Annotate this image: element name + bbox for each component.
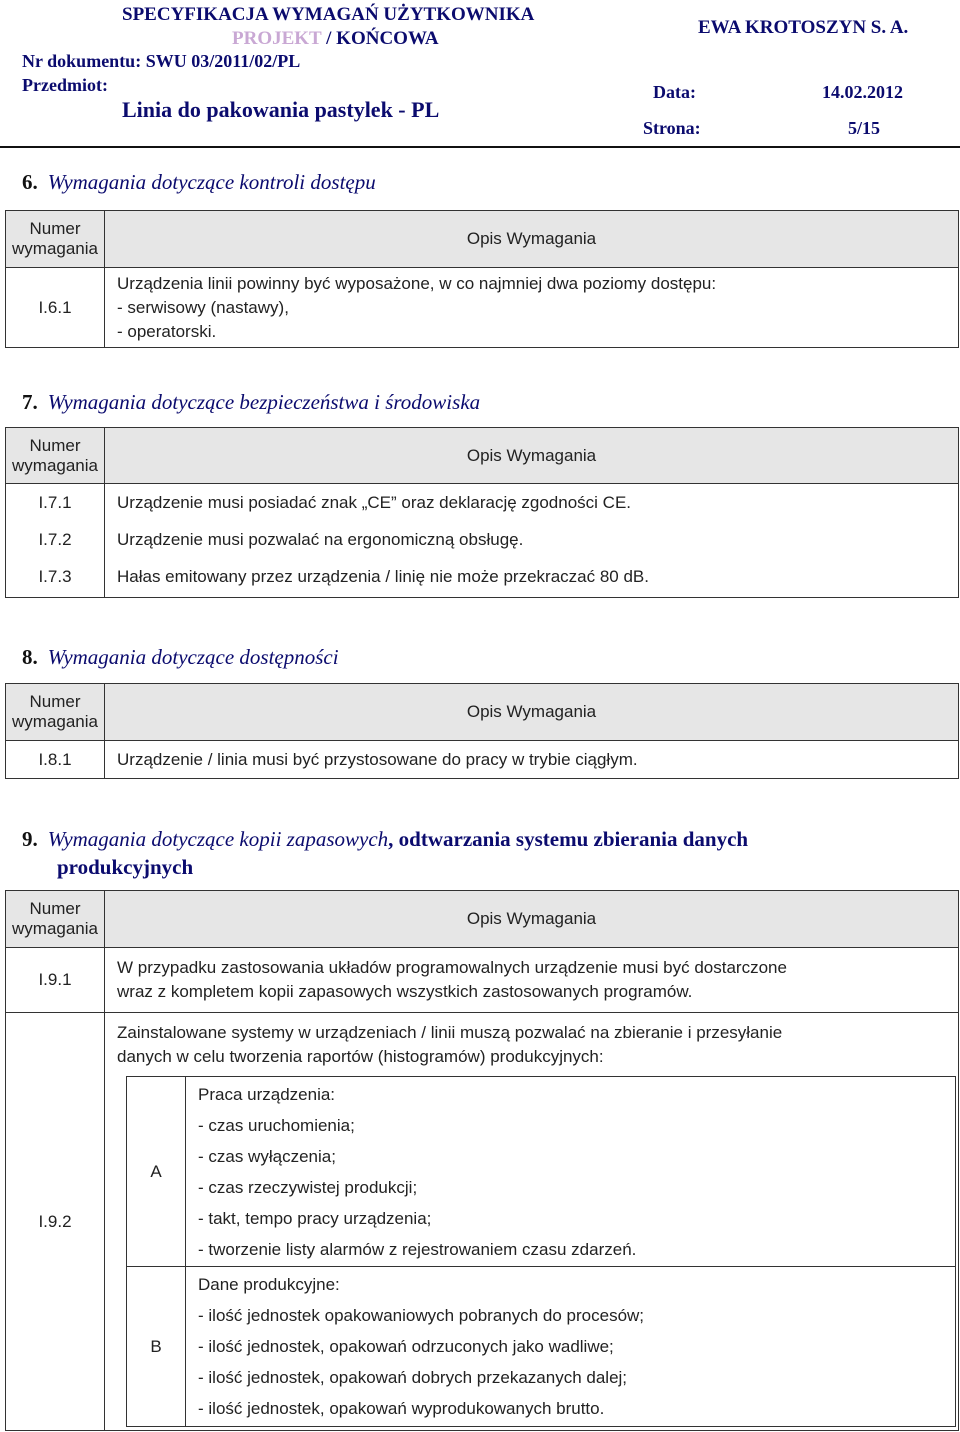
section-title-bold: , odtwarzania systemu zbierania danych <box>388 827 749 851</box>
table-row <box>6 558 959 598</box>
sub-line: - ilość jednostek opakowaniowych pobranych do procesów; <box>198 1306 645 1325</box>
section-9-heading <box>22 825 748 881</box>
description-line: Zainstalowane systemy w urządzeniach / linii muszą pozwalać na zbieranie i przesyłanie <box>117 1023 783 1042</box>
header-description-cell: Opis Wymagania <box>105 891 959 948</box>
date-value: 14.02.2012 <box>822 82 903 102</box>
header-number-cell <box>6 428 105 484</box>
requirement-id: I.9.2 <box>6 1013 105 1431</box>
requirement-id: I.7.2 <box>6 522 105 558</box>
section-6-heading <box>22 170 376 195</box>
section-number: 7. <box>22 390 38 414</box>
requirement-description <box>105 268 959 348</box>
header-divider <box>0 146 960 148</box>
sub-line: Dane produkcyjne: <box>198 1275 340 1294</box>
requirements-table-8 <box>5 683 959 779</box>
sub-letter: B <box>127 1267 186 1427</box>
spec-title: SPECYFIKACJA WYMAGAŃ UŻYTKOWNIKA <box>122 4 535 25</box>
header-number-line2: wymagania <box>12 239 98 258</box>
header-description-cell: Opis Wymagania <box>105 211 959 268</box>
header-number-line1: Numer <box>29 219 81 238</box>
page-label: Strona: <box>643 118 701 138</box>
section-8-heading <box>22 645 339 670</box>
description-line: - serwisowy (nastawy), <box>117 297 289 317</box>
sub-line: - tworzenie listy alarmów z rejestrowaniem czasu zdarzeń. <box>198 1239 637 1259</box>
section-number: 8. <box>22 645 38 669</box>
sub-letter: A <box>127 1077 186 1267</box>
sub-description <box>186 1267 956 1427</box>
subject-title: Linia do pakowania pastylek - PL <box>122 97 440 122</box>
description-line: W przypadku zastosowania układów programowalnych urządzenie musi być dostarczone <box>117 958 787 977</box>
header-number-line2: wymagania <box>12 712 98 731</box>
requirement-id: I.8.1 <box>6 741 105 779</box>
header-number-line2: wymagania <box>12 455 98 475</box>
section-title-line2: produkcyjnych <box>57 855 194 879</box>
table-header-row <box>6 891 959 948</box>
header-number-cell <box>6 891 105 948</box>
table-header-row <box>6 428 959 484</box>
section-number: 6. <box>22 170 38 194</box>
description-line: Urządzenia linii powinny być wyposażone, w co najmniej dwa poziomy dostępu: <box>117 273 717 293</box>
header-description-cell: Opis Wymagania <box>105 684 959 741</box>
requirements-table-7 <box>5 427 959 598</box>
company-name: EWA KROTOSZYN S. A. <box>698 17 909 38</box>
header-description-cell: Opis Wymagania <box>105 428 959 484</box>
page-number: 5/15 <box>848 118 881 138</box>
requirement-id: I.7.1 <box>6 484 105 522</box>
section-number: 9. <box>22 827 38 851</box>
table-row <box>6 948 959 1013</box>
requirement-description <box>105 948 959 1013</box>
table-row <box>6 484 959 522</box>
requirement-id: I.6.1 <box>6 268 105 348</box>
document-number: Nr dokumentu: SWU 03/2011/02/PL <box>22 51 301 71</box>
sub-line: - czas rzeczywistej produkcji; <box>198 1177 418 1197</box>
date-label: Data: <box>653 82 696 102</box>
sub-line: - ilość jednostek, opakowań wyprodukowanych brutto. <box>198 1399 605 1418</box>
status-project: PROJEKT <box>232 28 322 49</box>
sub-line: - czas wyłączenia; <box>198 1146 336 1166</box>
sub-line: - takt, tempo pracy urządzenia; <box>198 1208 432 1228</box>
requirement-description: Hałas emitowany przez urządzenia / linię nie może przekraczać 80 dB. <box>105 558 959 598</box>
sub-line: Praca urządzenia: <box>198 1084 336 1104</box>
requirement-id: I.9.1 <box>6 948 105 1013</box>
header-number-line1: Numer <box>29 692 81 711</box>
sub-line: - ilość jednostek, opakowań dobrych przekazanych dalej; <box>198 1368 628 1387</box>
table-header-row <box>6 684 959 741</box>
requirement-id: I.7.3 <box>6 558 105 598</box>
header-number-cell <box>6 211 105 268</box>
header-number-cell <box>6 684 105 741</box>
description-line: danych w celu tworzenia raportów (histogramów) produkcyjnych: <box>117 1047 604 1066</box>
requirement-description: Urządzenie / linia musi być przystosowane do pracy w trybie ciągłym. <box>105 741 959 779</box>
subject-label: Przedmiot: <box>22 75 108 95</box>
sub-line: - czas uruchomienia; <box>198 1115 355 1135</box>
sub-row <box>127 1077 956 1267</box>
section-title: Wymagania dotyczące dostępności <box>47 645 339 669</box>
section-7-heading <box>22 390 480 415</box>
table-row <box>6 268 959 348</box>
description-line: - operatorski. <box>117 321 217 341</box>
status-final: / KOŃCOWA <box>326 28 439 49</box>
sub-row <box>127 1267 956 1427</box>
requirement-description: Urządzenie musi pozwalać na ergonomiczną obsługę. <box>105 522 959 558</box>
document-header <box>0 0 960 146</box>
sub-table <box>126 1076 956 1427</box>
section-title: Wymagania dotyczące kopii zapasowych <box>47 827 389 851</box>
table-row <box>6 522 959 558</box>
header-number-line1: Numer <box>29 435 81 455</box>
sub-line: - ilość jednostek, opakowań odrzuconych jako wadliwe; <box>198 1337 614 1356</box>
section-title: Wymagania dotyczące kontroli dostępu <box>47 170 376 194</box>
requirements-table-6 <box>5 210 959 348</box>
table-header-row <box>6 211 959 268</box>
section-title: Wymagania dotyczące bezpieczeństwa i środowiska <box>47 390 481 414</box>
table-row <box>6 741 959 779</box>
sub-description <box>186 1077 956 1267</box>
document-status <box>232 28 439 50</box>
header-number-line2: wymagania <box>12 919 98 938</box>
header-number-line1: Numer <box>29 899 81 918</box>
description-line: wraz z kompletem kopii zapasowych wszystkich zastosowanych programów. <box>117 982 693 1001</box>
requirement-description: Urządzenie musi posiadać znak „CE” oraz deklarację zgodności CE. <box>105 484 959 522</box>
